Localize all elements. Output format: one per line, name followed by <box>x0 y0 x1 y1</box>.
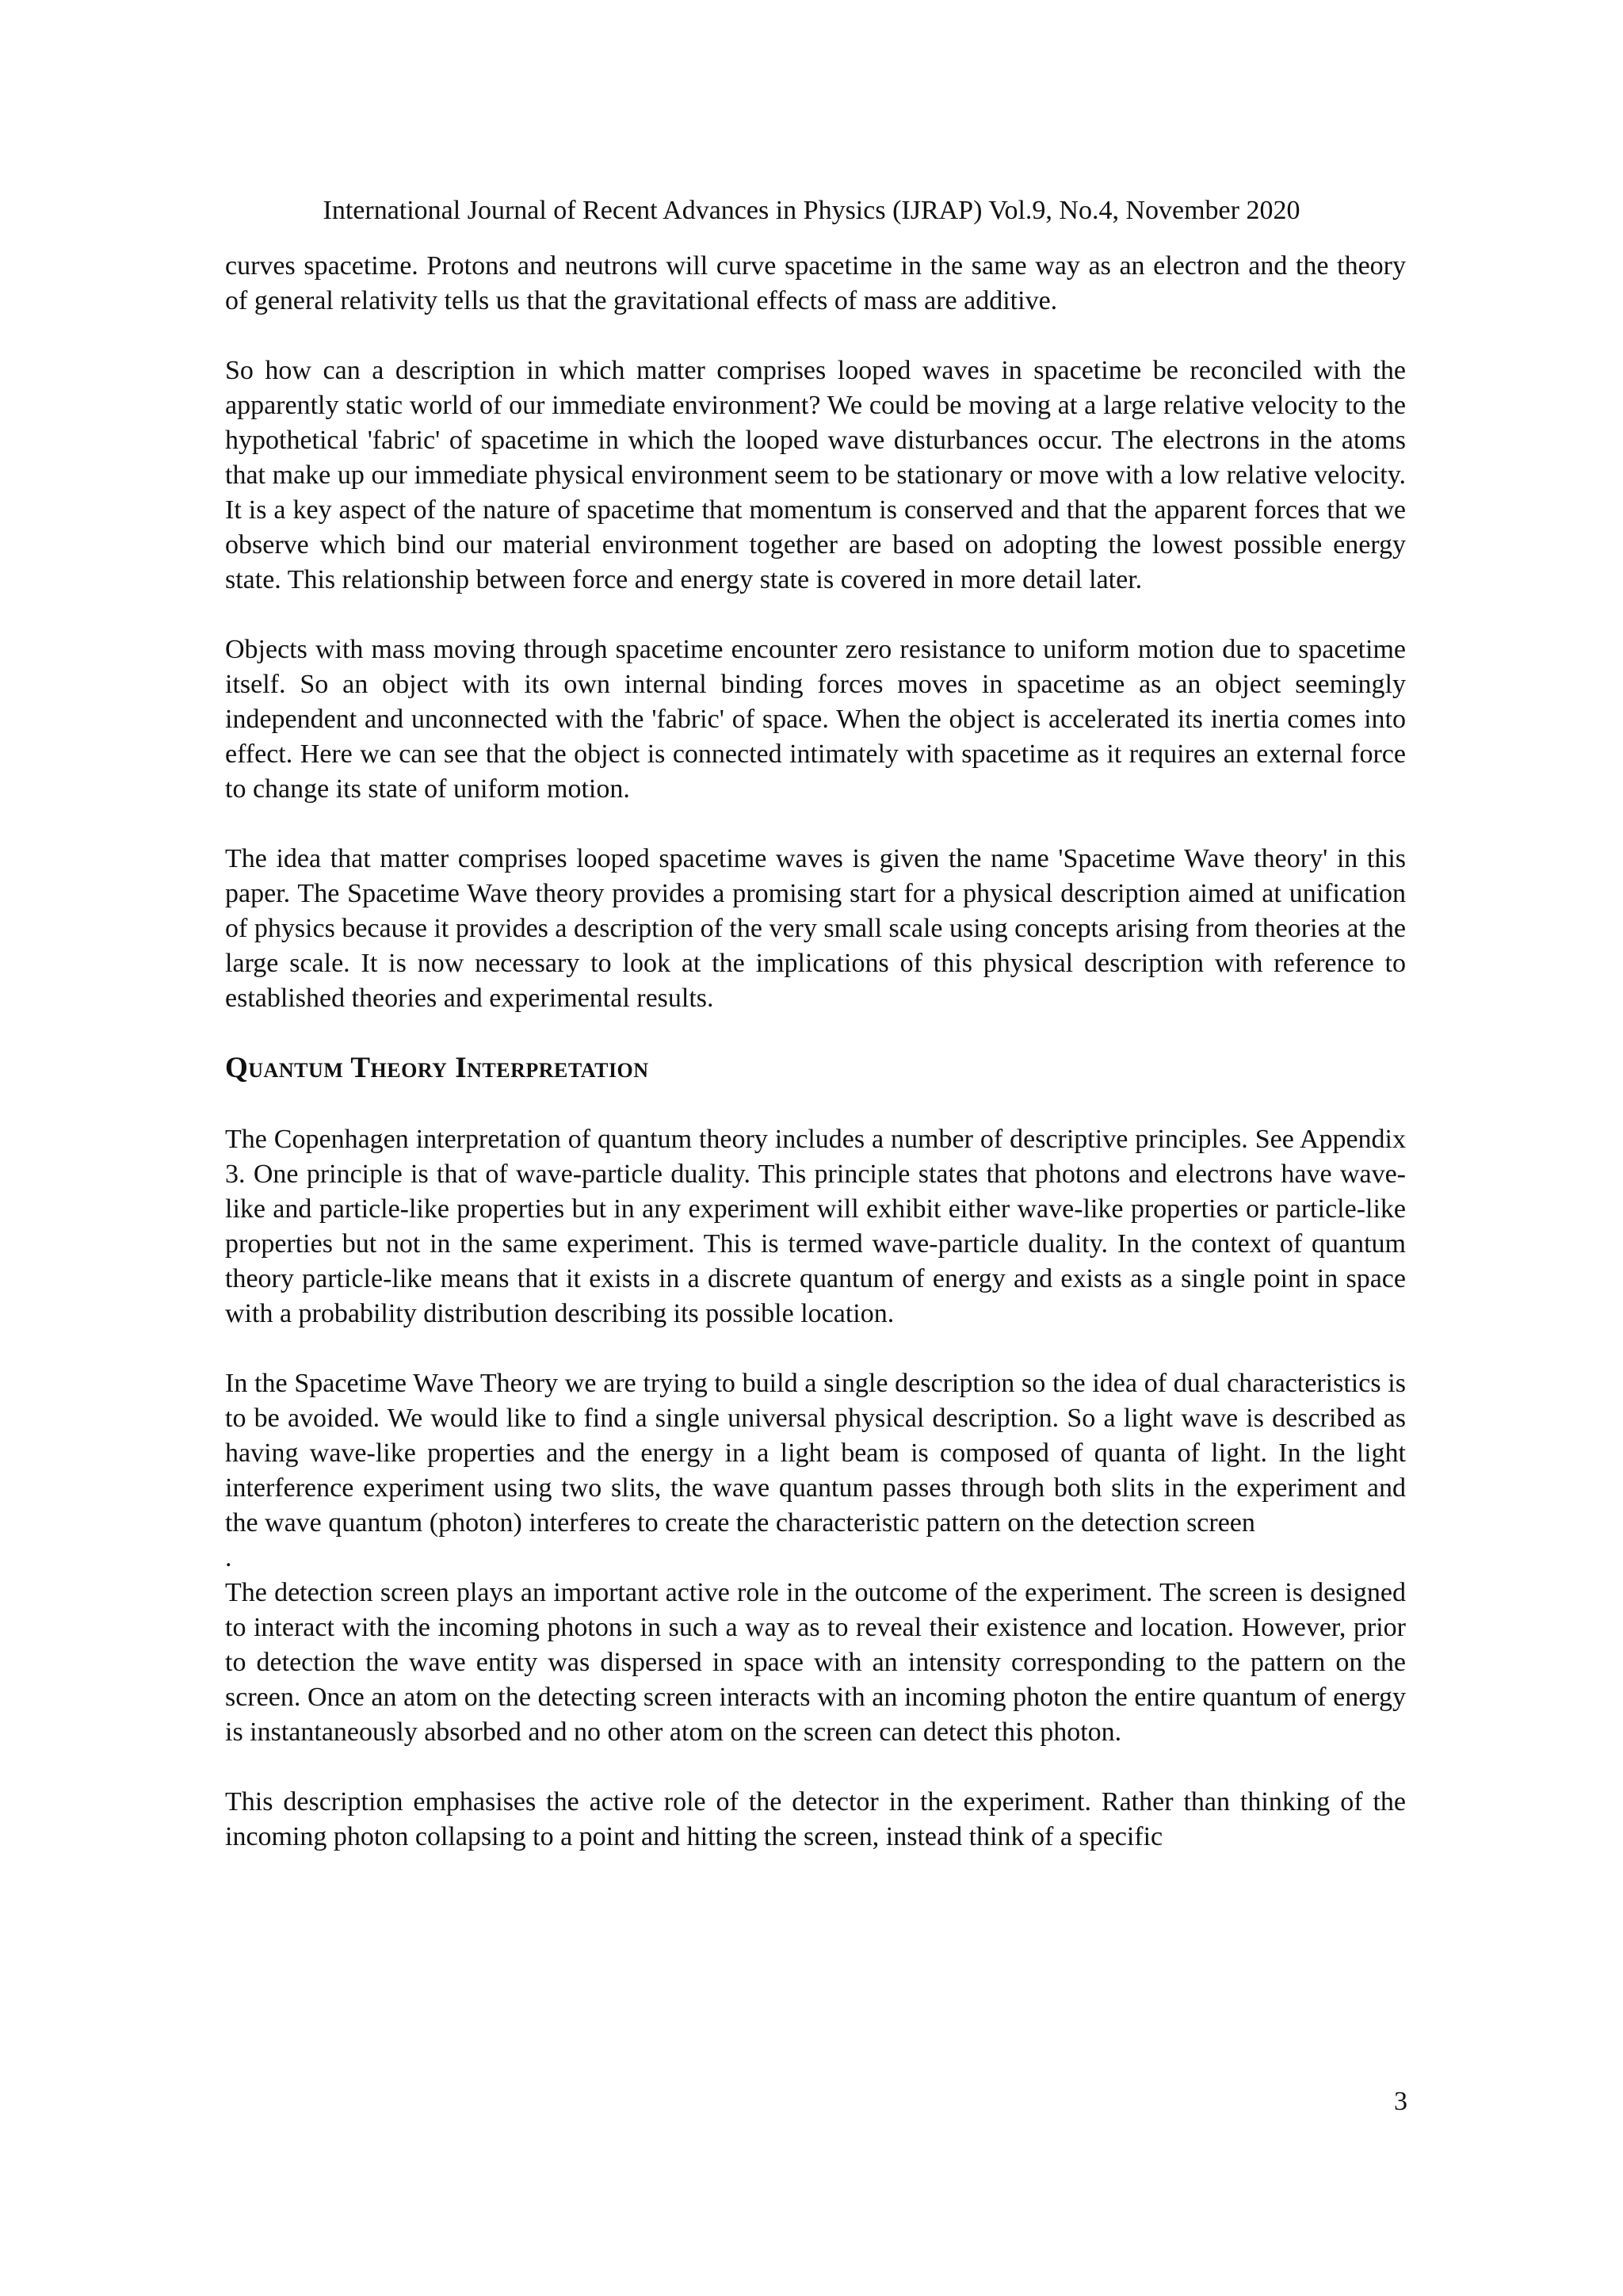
paragraph-2: So how can a description in which matter comprises looped waves in spacetime be reconciled with the apparently static world of our immediate environment? We could be moving at a large relative velocity to the hypothetical 'fabric' of spacetime in which the looped wave disturbances occur. The electrons in the atoms that make up our immediate physical environment seem to be stationary or move with a low relative velocity. It is a key aspect of the nature of spacetime that momentum is conserved and that the apparent forces that we observe which bind our material environment together are based on adopting the lowest possible energy state. This relationship between force and energy state is covered in more detail later. <box>225 356 1406 594</box>
body-column <box>225 249 1406 1889</box>
paragraph-1: curves spacetime. Protons and neutrons will curve spacetime in the same way as an electron and the theory of general relativity tells us that the gravitational effects of mass are additive. <box>225 251 1406 315</box>
paragraph-7: The detection screen plays an important active role in the outcome of the experiment. The screen is designed to interact with the incoming photons in such a way as to reveal their existence and location. However, prior to detection the wave entity was dispersed in space with an intensity corresponding to the pattern on the screen. Once an atom on the detecting screen interacts with an incoming photon the entire quantum of energy is instantaneously absorbed and no other atom on the screen can detect this photon. <box>225 1578 1406 1747</box>
section-heading: Quantum Theory Interpretation <box>225 1052 649 1084</box>
paragraph-3: Objects with mass moving through spacetime encounter zero resistance to uniform motion due to spacetime itself. So an object with its own internal binding forces moves in spacetime as an object seemingly independent and unconnected with the 'fabric' of space. When the object is accelerated its inertia comes into effect. Here we can see that the object is connected intimately with spacetime as it requires an external force to change its state of uniform motion. <box>225 635 1406 804</box>
paragraph-6: In the Spacetime Wave Theory we are trying to build a single description so the idea of dual characteristics is to be avoided. We would like to find a single universal physical description. So a light wave is described as having wave-like properties and the energy in a light beam is composed of quanta of light. In the light interference experiment using two slits, the wave quantum passes through both slits in the experiment and the wave quantum (photon) interferes to create the characteristic pattern on the detection screen <box>225 1369 1406 1538</box>
stray-period: . <box>225 1543 232 1572</box>
running-header: International Journal of Recent Advances in Physics (IJRAP) Vol.9, No.4, November 2020 <box>323 196 1300 225</box>
paragraph-4: The idea that matter comprises looped spacetime waves is given the name 'Spacetime Wave theory' in this paper. The Spacetime Wave theory provides a promising start for a physical description aimed at unification of physics because it provides a description of the very small scale using concepts arising from theories at the large scale. It is now necessary to look at the implications of this physical description with reference to established theories and experimental results. <box>225 844 1406 1013</box>
paragraph-5: The Copenhagen interpretation of quantum theory includes a number of descriptive principles. See Appendix 3. One principle is that of wave-particle duality. This principle states that photons and electrons have wave-like and particle-like properties but in any experiment will exhibit either wave-like properties or particle-like properties but not in the same experiment. This is termed wave-particle duality. In the context of quantum theory particle-like means that it exists in a discrete quantum of energy and exists as a single point in space with a probability distribution describing its possible location. <box>225 1125 1406 1328</box>
page-number: 3 <box>1394 2087 1407 2116</box>
paragraph-8: This description emphasises the active role of the detector in the experiment. Rather than thinking of the incoming photon collapsing to a point and hitting the screen, instead think of a specific <box>225 1787 1406 1851</box>
